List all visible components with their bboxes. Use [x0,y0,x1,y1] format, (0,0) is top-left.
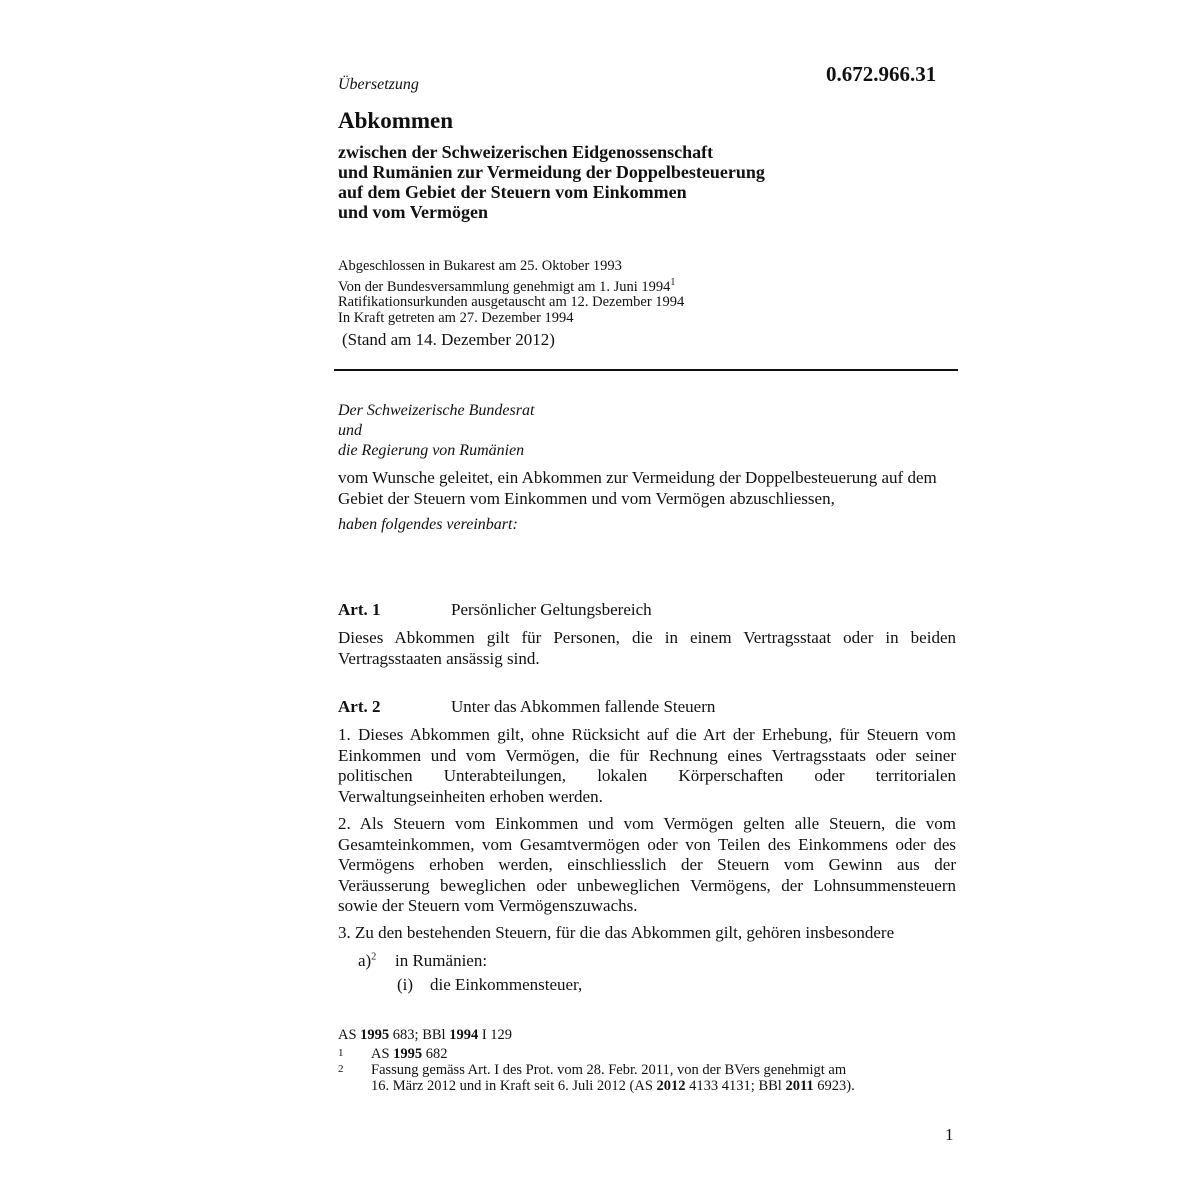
article-1-number: Art. 1 [338,600,381,619]
party-conjunction: und [338,422,362,439]
subtitle-line: zwischen der Schweizerischen Eidgenossenschaft [338,142,714,162]
meta-approved-line [338,275,684,296]
translation-label: Übersetzung [338,76,419,93]
source-reference [338,1028,512,1044]
subtitle-line: auf dem Gebiet der Steuern vom Einkommen [338,182,687,202]
preamble-agreed: haben folgendes vereinbart: [338,516,518,533]
article-1-text: Dieses Abkommen gilt für Personen, die in einem Vertragsstaat oder in beiden Vertragsstaaten ansässig sind. [338,628,956,668]
list-item-i-text: die Einkommensteuer, [430,975,583,994]
fn-text: I 129 [478,1027,513,1043]
contracting-parties [338,401,534,461]
status-date: (Stand am 14. Dezember 2012) [342,330,555,349]
fn-text: AS [371,1046,394,1062]
fn-year: 1994 [449,1027,479,1043]
footnote-ref: 2 [371,951,377,963]
footnote-1-text [371,1047,448,1063]
fn-text: AS [338,1027,361,1043]
party-romania: die Regierung von Rumänien [338,442,525,459]
party-switzerland: Der Schweizerische Bundesrat [338,402,535,419]
fn-year: 1995 [393,1046,423,1062]
list-item-a-label [358,951,376,971]
fn-text: 4133 4131; BBl [685,1078,786,1094]
article-2-paragraph-2: 2. Als Steuern vom Einkommen und vom Vermögen gelten alle Steuern, die vom Gesamteinkommen, vom Gesamtvermögen oder von Teilen des Einkommens oder des Vermögens erhoben werden, einschliesslich der Steuern vom Gewinn aus der Veräusserung beweglichen oder unbeweglichen Vermögens, der Lohnsummensteuern sowie der Steuern vom Vermögenszuwachs. [338,814,956,915]
article-2-title: Unter das Abkommen fallende Steuern [451,697,716,716]
fn-text: 6923). [813,1078,855,1094]
article-2-number: Art. 2 [338,697,381,716]
fn-text: 682 [422,1046,448,1062]
meta-ratified: Ratifikationsurkunden ausgetauscht am 12. Dezember 1994 [338,294,685,311]
article-1-title: Persönlicher Geltungsbereich [451,600,652,619]
sr-number: 0.672.966.31 [826,62,937,86]
footnote-1-number: 1 [338,1047,344,1059]
meta-in-force: In Kraft getreten am 27. Dezember 1994 [338,310,574,327]
fn-text: 683; BBl [389,1027,450,1043]
fn-year: 2011 [785,1078,814,1094]
subtitle-line: und Rumänien zur Vermeidung der Doppelbesteuerung [338,162,765,182]
subtitle-line: und vom Vermögen [338,202,489,222]
fn-year: 2012 [656,1078,686,1094]
footnote-ref: 1 [670,276,676,288]
meta-approved: Von der Bundesversammlung genehmigt am 1. Juni 1994 [338,278,671,295]
list-item-i-label: (i) [397,975,414,994]
document-title: Abkommen [338,108,454,133]
fn-year: 1995 [360,1027,390,1043]
article-2-paragraph-1: 1. Dieses Abkommen gilt, ohne Rücksicht auf die Art der Erhebung, für Steuern vom Einkommen und vom Vermögen, die für Rechnung eines Vertragsstaats oder seiner politischen Unterabteilungen, lokalen Körperschaften oder territorialen Verwaltungseinheiten erhoben werden. [338,725,956,806]
metadata-block [338,259,684,327]
preamble-text: vom Wunsche geleitet, ein Abkommen zur Vermeidung der Doppelbesteuerung auf dem Gebiet der Steuern vom Einkommen und vom Vermögen abzuschliessen, [338,468,937,508]
page-number: 1 [945,1125,954,1144]
document-subtitle [338,142,898,222]
meta-concluded: Abgeschlossen in Bukarest am 25. Oktober 1993 [338,258,622,274]
article-2-paragraph-3: 3. Zu den bestehenden Steuern, für die das Abkommen gilt, gehören insbesondere [338,923,895,942]
fn-text: 16. März 2012 und in Kraft seit 6. Juli 2012 (AS [371,1078,657,1094]
footnote-2-number: 2 [338,1063,344,1075]
footnote-2-line-1: Fassung gemäss Art. I des Prot. vom 28. Febr. 2011, von der BVers genehmigt am [371,1062,847,1078]
list-item-a-text: in Rumänien: [395,951,488,970]
list-label: a) [358,951,372,970]
footnote-2-line-2 [371,1079,855,1095]
header-divider [334,369,958,371]
